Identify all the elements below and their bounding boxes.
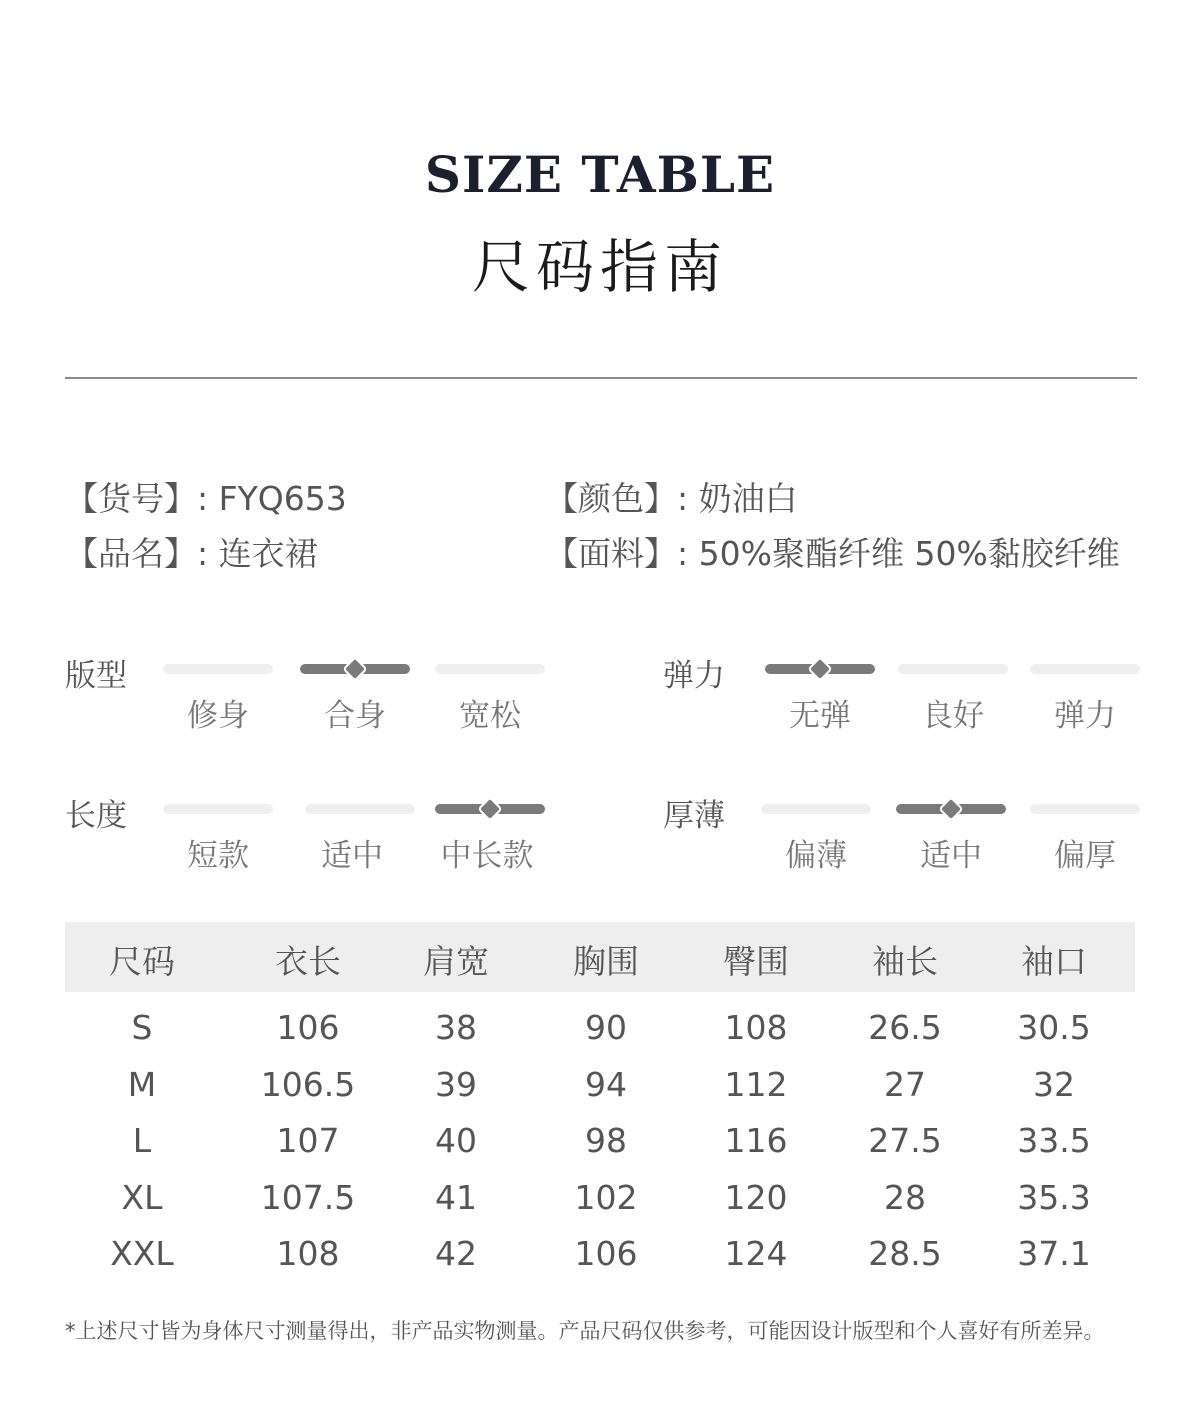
rating-option: 宽松 bbox=[459, 698, 521, 734]
rating-option: 适中 bbox=[321, 838, 383, 874]
slider-knob-icon bbox=[810, 659, 830, 679]
table-cell: 120 bbox=[724, 1178, 788, 1217]
page-title-en: SIZE TABLE bbox=[424, 145, 776, 204]
rating-segment bbox=[896, 804, 1006, 814]
table-cell: 94 bbox=[585, 1065, 627, 1104]
table-cell: XXL bbox=[110, 1234, 174, 1273]
table-cell: 106 bbox=[574, 1234, 638, 1273]
table-cell: 33.5 bbox=[1017, 1121, 1091, 1160]
table-cell: 30.5 bbox=[1017, 1008, 1091, 1047]
table-header-cell: 尺码 bbox=[109, 942, 175, 981]
table-cell: 106 bbox=[276, 1008, 340, 1047]
table-header-cell: 臀围 bbox=[723, 942, 789, 981]
table-cell: 27.5 bbox=[868, 1121, 942, 1160]
info-color: 【颜色】: 奶油白 bbox=[545, 479, 798, 518]
table-header-cell: 袖长 bbox=[872, 942, 938, 981]
table-cell: 41 bbox=[435, 1178, 477, 1217]
table-cell: L bbox=[132, 1121, 152, 1160]
table-header-cell: 袖口 bbox=[1021, 942, 1087, 981]
rating-option: 无弹 bbox=[789, 698, 851, 734]
table-cell: 37.1 bbox=[1017, 1234, 1091, 1273]
info-fabric: 【面料】: 50%聚酯纤维 50%黏胶纤维 bbox=[545, 534, 1120, 573]
rating-segment bbox=[765, 664, 875, 674]
rating-option: 良好 bbox=[922, 698, 984, 734]
table-cell: 124 bbox=[724, 1234, 788, 1273]
page-title-cn: 尺码指南 bbox=[471, 233, 728, 301]
rating-option: 中长款 bbox=[440, 838, 534, 874]
table-cell: 107.5 bbox=[260, 1178, 356, 1217]
table-cell: 107 bbox=[276, 1121, 340, 1160]
table-cell: 35.3 bbox=[1017, 1178, 1091, 1217]
rating-segment bbox=[305, 804, 415, 814]
slider-knob-icon bbox=[941, 799, 961, 819]
rating-label: 弹力 bbox=[663, 658, 725, 694]
table-cell: M bbox=[127, 1065, 157, 1104]
table-cell: 90 bbox=[585, 1008, 627, 1047]
slider-knob-icon bbox=[345, 659, 365, 679]
table-cell: S bbox=[131, 1008, 153, 1047]
table-cell: 38 bbox=[435, 1008, 477, 1047]
table-cell: 108 bbox=[276, 1234, 340, 1273]
table-cell: 42 bbox=[435, 1234, 477, 1273]
slider-knob-icon bbox=[480, 799, 500, 819]
table-cell: 106.5 bbox=[260, 1065, 356, 1104]
table-cell: XL bbox=[121, 1178, 163, 1217]
rating-label: 厚薄 bbox=[663, 798, 725, 834]
rating-label: 版型 bbox=[65, 658, 127, 694]
table-cell: 39 bbox=[435, 1065, 477, 1104]
rating-option: 适中 bbox=[920, 838, 982, 874]
rating-segment bbox=[898, 664, 1008, 674]
table-header-cell: 衣长 bbox=[275, 942, 341, 981]
rating-option: 短款 bbox=[187, 838, 249, 874]
rating-segment bbox=[435, 804, 545, 814]
table-cell: 26.5 bbox=[868, 1008, 942, 1047]
rating-segment bbox=[300, 664, 410, 674]
table-header-cell: 肩宽 bbox=[423, 942, 489, 981]
table-cell: 32 bbox=[1033, 1065, 1075, 1104]
rating-label: 长度 bbox=[65, 798, 127, 834]
info-name: 【品名】: 连衣裙 bbox=[65, 534, 318, 573]
rating-segment bbox=[1030, 664, 1140, 674]
rating-option: 偏厚 bbox=[1054, 838, 1116, 874]
table-cell: 27 bbox=[884, 1065, 926, 1104]
rating-segment bbox=[163, 664, 273, 674]
table-header-cell: 胸围 bbox=[573, 942, 639, 981]
footnote: *上述尺寸皆为身体尺寸测量得出，非产品实物测量。产品尺码仅供参考，可能因设计版型和个人喜好有所差异。 bbox=[65, 1319, 1105, 1343]
table-cell: 102 bbox=[574, 1178, 638, 1217]
rating-segment bbox=[435, 664, 545, 674]
table-cell: 112 bbox=[724, 1065, 788, 1104]
rating-option: 修身 bbox=[187, 698, 249, 734]
table-cell: 28.5 bbox=[868, 1234, 942, 1273]
info-item-no: 【货号】: FYQ653 bbox=[65, 479, 347, 518]
rating-option: 合身 bbox=[324, 698, 386, 734]
rating-option: 弹力 bbox=[1054, 698, 1116, 734]
size-table-header bbox=[65, 922, 1135, 992]
table-cell: 116 bbox=[724, 1121, 788, 1160]
table-cell: 40 bbox=[435, 1121, 477, 1160]
table-cell: 108 bbox=[724, 1008, 788, 1047]
table-cell: 98 bbox=[585, 1121, 627, 1160]
rating-segment bbox=[761, 804, 871, 814]
table-cell: 28 bbox=[884, 1178, 926, 1217]
divider bbox=[65, 377, 1137, 379]
rating-segment bbox=[1030, 804, 1140, 814]
rating-option: 偏薄 bbox=[785, 838, 847, 874]
rating-segment bbox=[163, 804, 273, 814]
